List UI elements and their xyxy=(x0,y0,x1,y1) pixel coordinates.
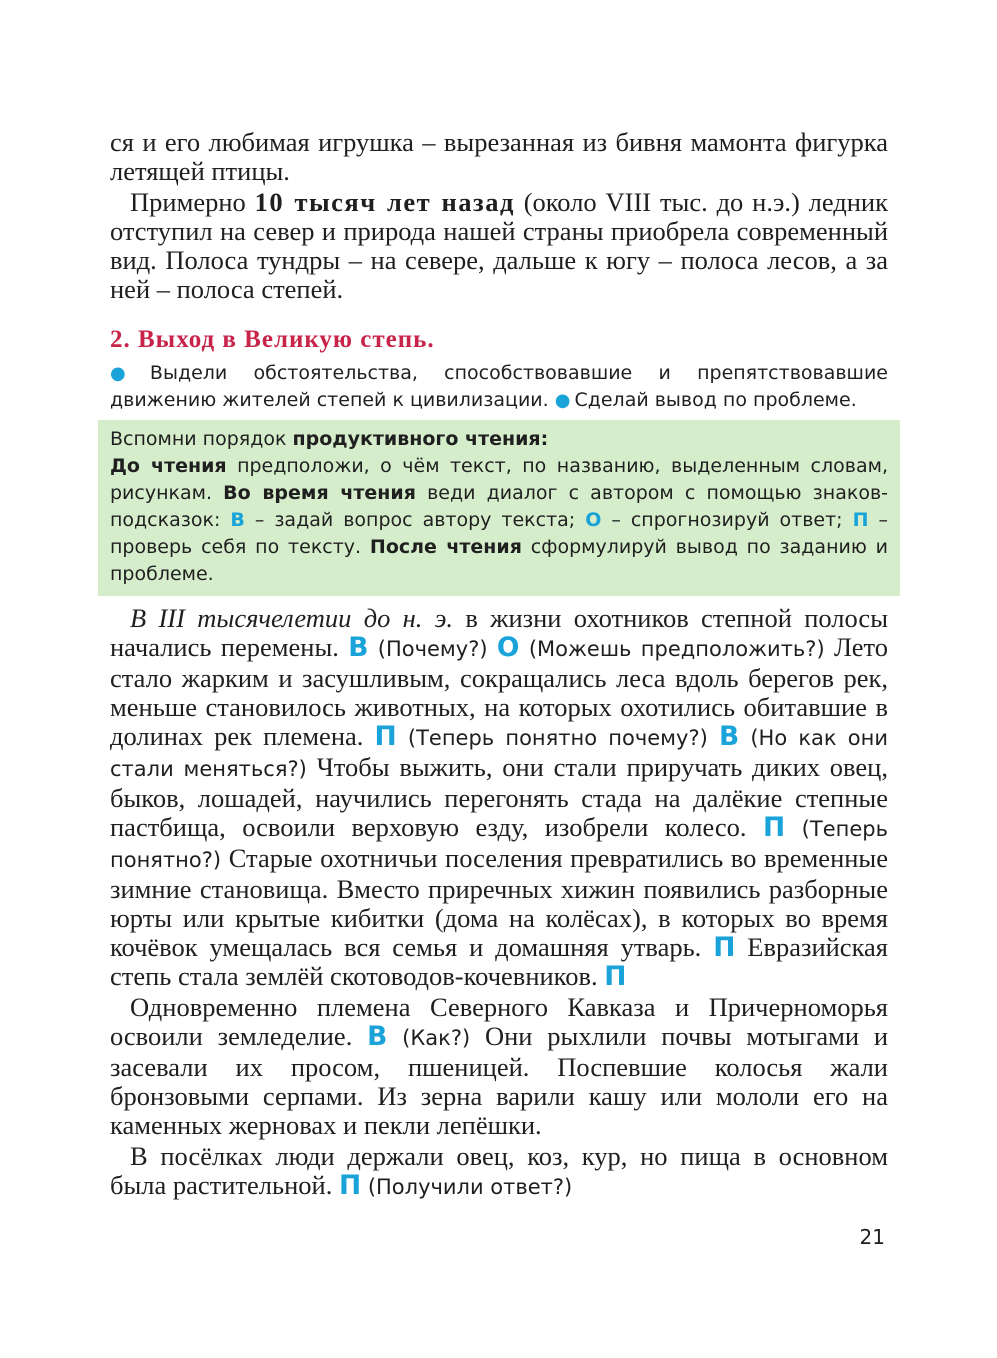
highlight-date: 10 тысяч лет назад xyxy=(254,187,515,217)
page-content xyxy=(110,128,888,1202)
marker-p: П xyxy=(852,509,869,531)
bullet-dot-icon: ● xyxy=(554,390,571,411)
marker-p: П xyxy=(762,812,786,843)
marker-o: О xyxy=(496,632,520,663)
body-paragraph-2: Одновременно племена Северного Кавказа и Причерноморья освоили земледелие. В (Как?) Они рыхлили почвы мотыгами и засевали их просом, пшеницей. Поспевшие колосья жали бронзовыми серпами. Из зерна варили кашу или мололи его на каменных жерновах и пекли лепёшки. xyxy=(110,992,889,1140)
marker-v: В xyxy=(348,632,369,663)
marker-v: В xyxy=(367,1021,388,1052)
marker-v: В xyxy=(718,721,740,752)
marker-o: О xyxy=(585,509,602,531)
body-paragraph-3: В посёлках люди держали овец, коз, кур, но пища в основном была растительной. П (Получили ответ?) xyxy=(110,1141,888,1201)
task-text: ● Выдели обстоятельства, способствовавшие и препятствовавшие движению жителей степей к цивилизации. ● Сделай вывод по проблеме. xyxy=(110,362,888,411)
body-paragraph-1: В III тысячелетии до н. э. в жизни охотников степной полосы начались перемены. В (Почему?) О (Можешь предположить?) Лето стало жарким и засушливым, сокращались леса вдоль берегов рек, меньше становилось животных, на которых охотились обитавшие в долинах рек племена. П (Теперь понятно почему?) В (Но как они стали меняться?) Чтобы выжить, они стали приручать диких овец, быков, лошадей, научились перегонять стада на далёкие степные пастбища, освоили верховую езду, изобрели колесо. П (Теперь понятно?) Старые охотничьи поселения превратились во временные зимние становища. Вместо приречных хижин появились разборные юрты или крытые кибитки (дома на колёсах), в которых во время кочёвок умещалась вся семья и домашняя утварь. П Евразийская степь стала землёй скотоводов-кочевников. П xyxy=(110,603,889,992)
reading-reminder-box: Вспомни порядок продуктивного чтения: До чтения предположи, о чём текст, по названию, выделенным словам, рисункам. Во время чтения веди диалог с автором с помощью знаков-подсказок: В – задай вопрос автору текста; О – спрогнозируй ответ; П – проверь себя по тексту. После чтения сформулируй вывод по заданию и проблеме. xyxy=(98,420,900,596)
bullet-dot-icon: ● xyxy=(110,363,146,384)
intro-paragraph-1: ся и его любимая игрушка – вырезанная из бивня мамонта фигурка летящей птицы. xyxy=(110,127,888,186)
section-heading: 2. Выход в Великую степь. xyxy=(110,326,435,353)
marker-p: П xyxy=(338,1170,362,1201)
page-number: 21 xyxy=(859,1225,885,1249)
marker-v: В xyxy=(230,509,245,531)
intro-paragraph-2: Примерно 10 тысяч лет назад (около VIII тыс. до н.э.) ледник отступил на север и природа нашей страны приобрела современный вид. Полоса тундры – на севере, дальше к югу – полоса лесов, а за ней – полоса степей. xyxy=(110,187,888,304)
marker-p: П xyxy=(604,961,627,992)
marker-p: П xyxy=(713,932,736,963)
marker-p: П xyxy=(374,721,397,752)
